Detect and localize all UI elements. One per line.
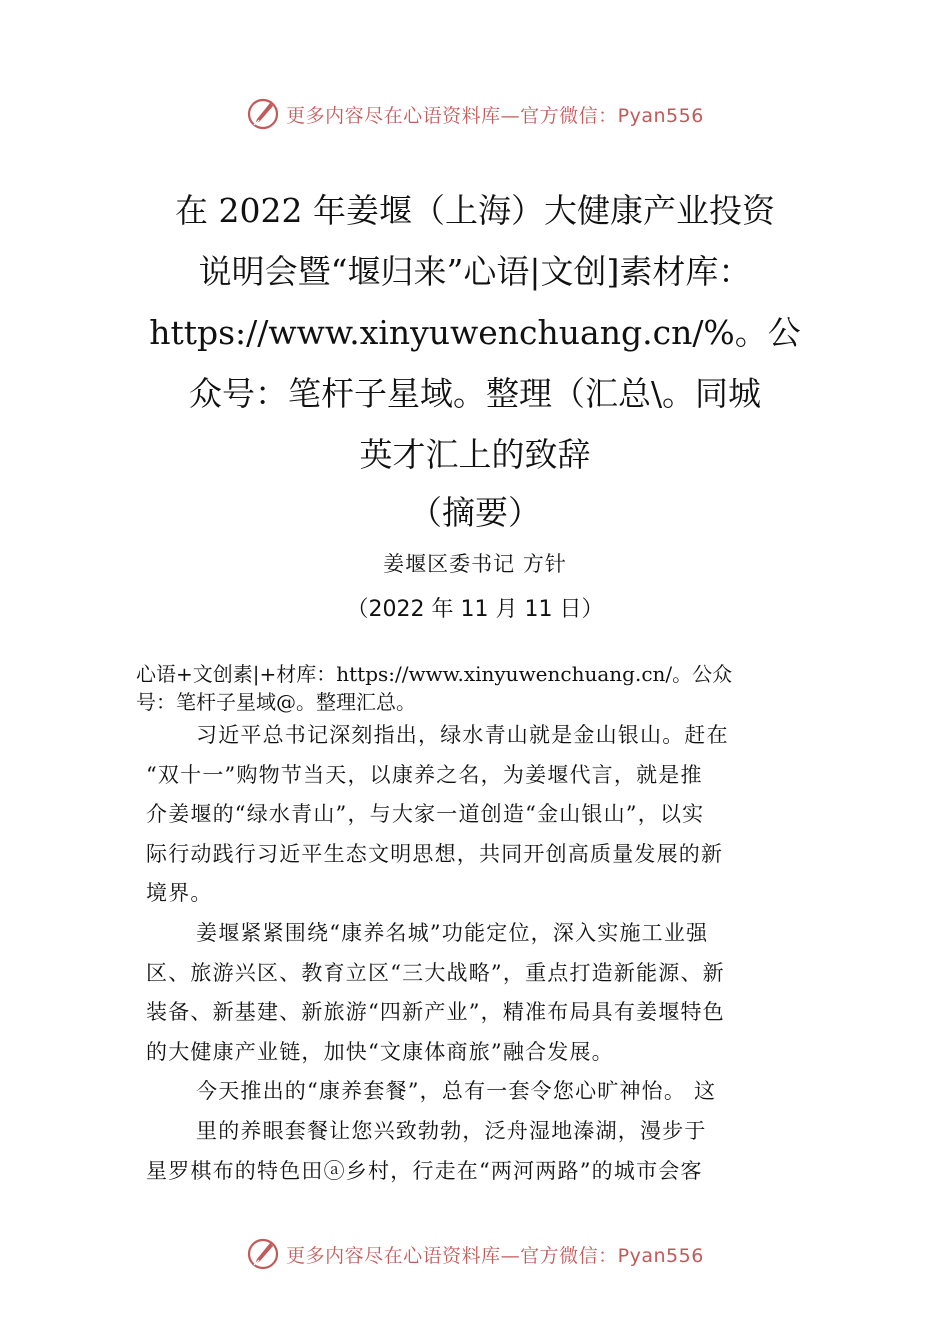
watermark-text: 更多内容尽在心语资料库—官方微信：Pyan556: [286, 1244, 704, 1267]
body-line: 际行动践行习近平生态文明思想，共同开创高质量发展的新: [146, 841, 724, 866]
body-line: 装备、新基建、新旅游“四新产业”，精准布局具有姜堰特色: [146, 1000, 725, 1025]
title-line: 众号：笔杆子星域。整理（汇总\。同城: [188, 374, 762, 413]
source-note: [136, 660, 846, 716]
body-line: 习近平总书记深刻指出，绿水青山就是金山银山。赶在: [196, 723, 729, 747]
body-line: 星罗棋布的特色田ⓐ乡村，行走在“两河两路”的城市会客: [146, 1158, 703, 1183]
body-line: 今天推出的“康养套餐”，总有一套令您心旷神怡。 这: [196, 1079, 717, 1104]
body-line: 姜堰紧紧围绕“康养名城”功能定位，深入实施工业强: [196, 920, 709, 945]
watermark-wechat-id: Pyan556: [617, 1244, 704, 1267]
title-line: https://www.xinyuwenchuang.cn/%。公: [149, 313, 801, 352]
quill-logo-icon: [246, 97, 280, 131]
source-note-line: 心语+文创素|+材库：https://www.xinyuwenchuang.cn/。公众: [136, 662, 733, 686]
title-line: 在 2022 年姜堰（上海）大健康产业投资: [175, 191, 775, 230]
body-line: 境界。: [146, 881, 213, 906]
document-body: [146, 716, 816, 1191]
title-line: 英才汇上的致辞: [359, 435, 591, 474]
source-note-line: 号：笔杆子星域@。整理汇总。: [136, 690, 416, 714]
watermark-text: 更多内容尽在心语资料库—官方微信：Pyan556: [286, 104, 704, 127]
watermark-wechat-id: Pyan556: [617, 104, 704, 127]
body-line: 区、旅游兴区、教育立区“三大战略”，重点打造新能源、新: [146, 960, 725, 985]
document-author: 姜堰区委书记 方针: [383, 552, 567, 576]
document-date: （2022 年 11 月 11 日）: [346, 597, 604, 622]
body-line: 的大健康产业链，加快“文康体商旅”融合发展。: [146, 1039, 614, 1064]
document-subtitle: （摘要）: [409, 493, 541, 532]
footer-watermark: [0, 1234, 950, 1274]
body-line: 里的养眼套餐让您兴致勃勃，泛舟湿地溱湖，漫步于: [196, 1118, 707, 1143]
body-line: “双十一”购物节当天，以康养之名，为姜堰代言，就是推: [146, 762, 703, 787]
body-line: 介姜堰的“绿水青山”，与大家一道创造“金山银山”，以实: [146, 802, 705, 827]
document-title: [140, 180, 810, 485]
quill-logo-icon: [246, 1237, 280, 1271]
title-line: 说明会暨“堰归来”心语|文创]素材库：: [198, 252, 752, 291]
header-watermark: [0, 94, 950, 134]
